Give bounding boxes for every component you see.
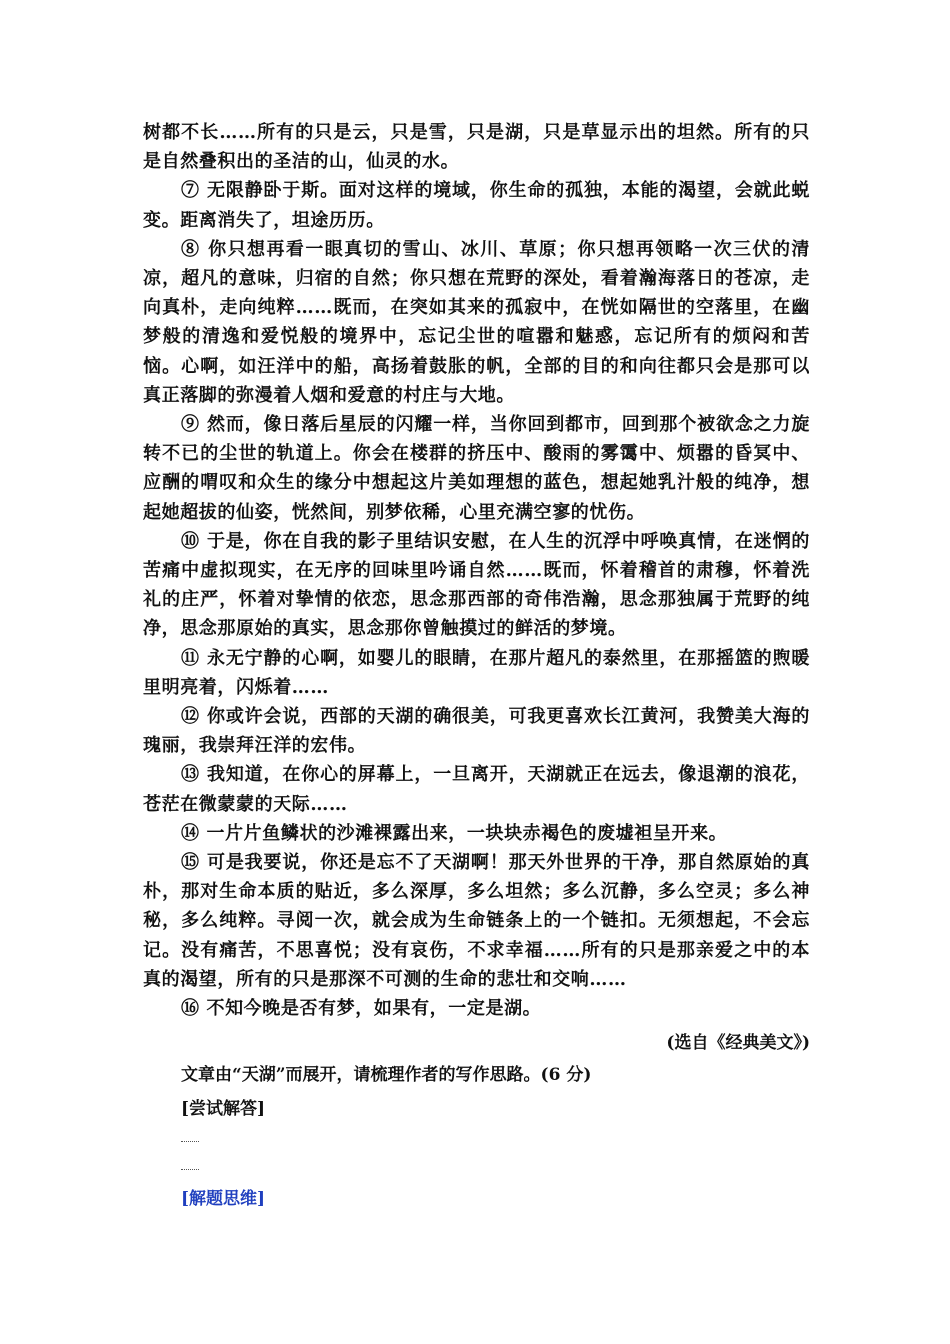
article-paragraph: ⑧ 你只想再看一眼真切的雪山、冰川、草原；你只想再领略一次三伏的清凉，超凡的意味，归宿的自然；你只想在荒野的深处，看着瀚海落日的苍凉，走向真朴，走向纯粹……既而，在突如其来的孤寂中，在恍如隔世的空落里，在幽梦般的清逸和爱悦般的境界中，忘记尘世的喧嚣和魅惑，忘记所有的烦闷和苦恼。心啊，如汪洋中的船，高扬着鼓胀的帆，全部的目的和向往都只会是那可以真正落脚的弥漫着人烟和爱意的村庄与大地。 [143, 238, 810, 406]
article-paragraph: ⑮ 可是我要说，你还是忘不了天湖啊！那天外世界的干净，那自然原始的真朴，那对生命本质的贴近，多么深厚，多么坦然；多么沉静，多么空灵；多么神秘，多么纯粹。寻阅一次，就会成为生命链条上的一个链扣。无须想起，不会忘记。没有痛苦，不思喜悦；没有哀伤，不求幸福……所有的只是那亲爱之中的本真的渴望，所有的只是那深不可测的生命的悲壮和交响…… [143, 852, 810, 990]
question-text: 文章由“天湖”而展开，请梳理作者的写作思路。(6 分) [181, 1065, 592, 1086]
answer-line[interactable] [181, 1125, 810, 1153]
source-citation: (选自《经典美文》) [666, 1033, 810, 1054]
article-paragraph: ⑦ 无限静卧于斯。面对这样的境域，你生命的孤独，本能的渴望，会就此蜕变。距离消失了，坦途历历。 [143, 180, 810, 231]
article-paragraph: ⑭ 一片片鱼鳞状的沙滩裸露出来，一块块赤褐色的废墟袒呈开来。 [181, 822, 728, 844]
article-body [143, 118, 810, 1023]
article-paragraph: ⑫ 你或许会说，西部的天湖的确很美，可我更喜欢长江黄河，我赞美大海的瑰丽，我崇拜汪洋的宏伟。 [143, 706, 810, 757]
analysis-heading: [解题思维] [181, 1189, 266, 1210]
answer-line[interactable] [181, 1153, 810, 1181]
try-answer-heading: [尝试解答] [181, 1099, 266, 1120]
article-paragraph: 树都不长……所有的只是云，只是雪，只是湖，只是草显示出的坦然。所有的只是自然叠积出的圣洁的山，仙灵的水。 [143, 122, 810, 173]
article-paragraph: ⑪ 永无宁静的心啊，如婴儿的眼睛，在那片超凡的泰然里，在那摇篮的煦暖里明亮着，闪烁着…… [143, 647, 810, 698]
article-paragraph: ⑨ 然而，像日落后星辰的闪耀一样，当你回到都市，回到那个被欲念之力旋转不已的尘世的轨道上。你会在楼群的挤压中、酸雨的雾霭中、烦嚣的昏冥中、应酬的喟叹和众生的缘分中想起这片美如理想的蓝色，想起她乳汁般的纯净，想起她超拔的仙姿，恍然间，别梦依稀，心里充满空寥的忧伤。 [143, 414, 810, 523]
article-paragraph: ⑬ 我知道，在你心的屏幕上，一旦离开，天湖就正在远去，像退潮的浪花，苍茫在微蒙蒙的天际…… [143, 764, 810, 815]
article-paragraph: ⑯ 不知今晚是否有梦，如果有，一定是湖。 [181, 998, 542, 1020]
document-page [143, 118, 810, 1215]
article-paragraph: ⑩ 于是，你在自我的影子里结识安慰，在人生的沉浮中呼唤真情，在迷惘的苦痛中虚拟现实，在无序的回味里吟诵自然……既而，怀着稽首的肃穆，怀着洗礼的庄严，怀着对挚情的依恋，思念那西部的奇伟浩瀚，思念那独属于荒野的纯净，思念那原始的真实，思念那你曾触摸过的鲜活的梦境。 [143, 530, 810, 640]
